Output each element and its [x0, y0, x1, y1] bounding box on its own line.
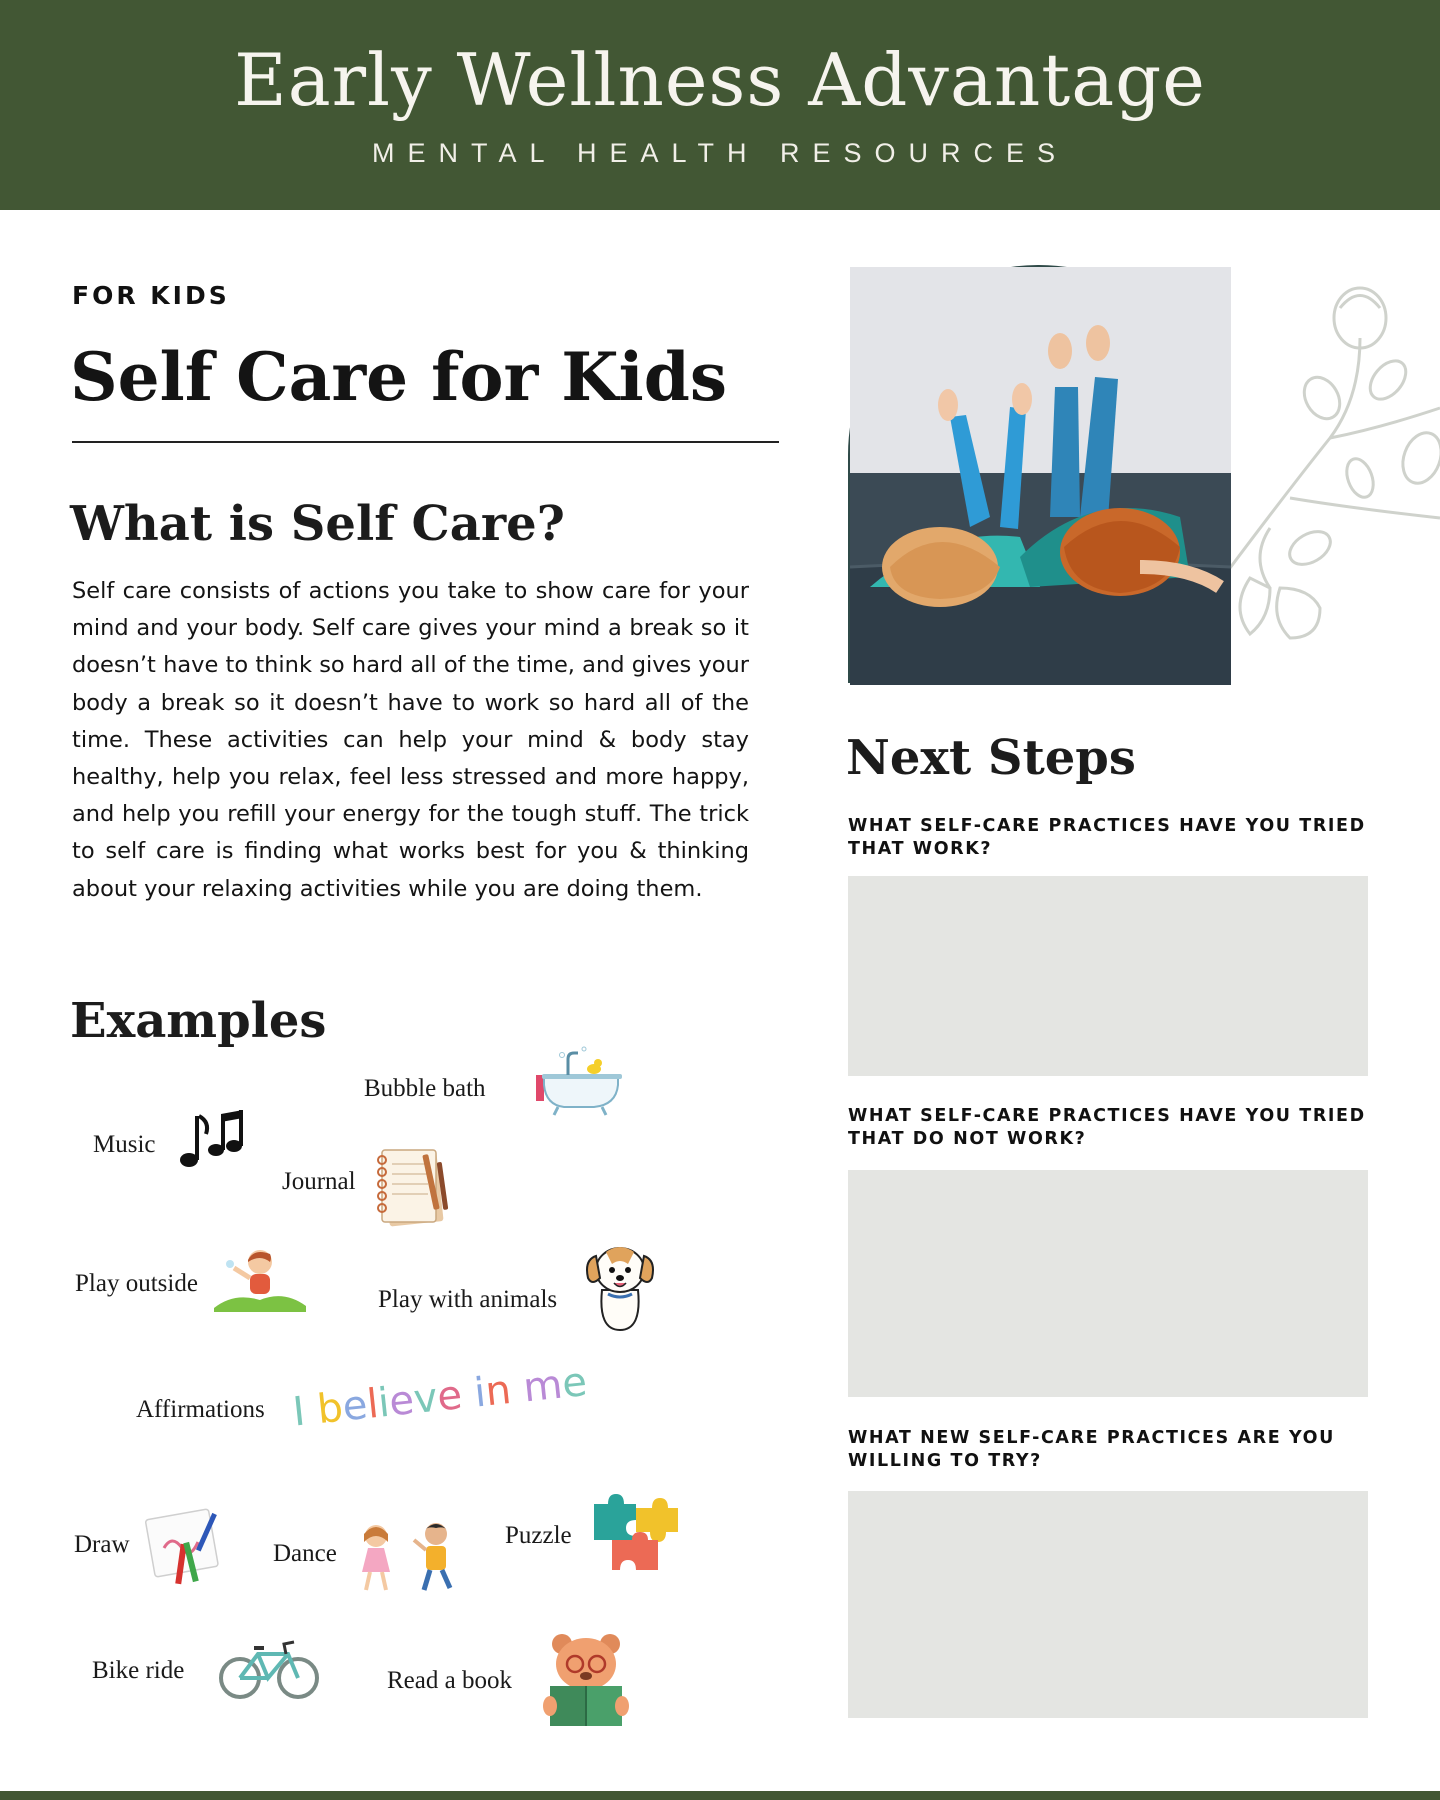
example-bike-ride: Bike ride — [92, 1657, 185, 1684]
affirmation-text: I believe in me — [290, 1358, 590, 1436]
brand-subtitle: MENTAL HEALTH RESOURCES — [371, 138, 1069, 168]
next-steps-heading: Next Steps — [846, 730, 1136, 786]
example-play-with-animals: Play with animals — [378, 1286, 558, 1313]
bathtub-icon — [532, 1045, 624, 1115]
example-journal: Journal — [282, 1168, 356, 1195]
drawing-pad-icon — [142, 1504, 228, 1588]
question-tried-that-work: WHAT SELF-CARE PRACTICES HAVE YOU TRIED THAT WORK? — [848, 816, 1366, 859]
footer-bar — [0, 1791, 1440, 1800]
page-title: Self Care for Kids — [70, 338, 728, 416]
kids-resting-photo — [848, 265, 1229, 683]
puppy-icon — [584, 1238, 656, 1334]
journal-icon — [372, 1144, 460, 1230]
floral-decoration — [1210, 288, 1440, 648]
section-eyebrow: FOR KIDS — [72, 281, 230, 310]
example-draw: Draw — [74, 1531, 130, 1558]
child-playing-outside-icon — [214, 1248, 306, 1312]
example-puzzle: Puzzle — [505, 1522, 572, 1549]
question-willing-to-try: WHAT NEW SELF-CARE PRACTICES ARE YOU WILLING TO TRY? — [848, 1428, 1335, 1471]
what-is-self-care-heading: What is Self Care? — [70, 496, 565, 552]
title-divider — [72, 441, 779, 443]
bicycle-icon — [218, 1638, 320, 1700]
brand-title: Early Wellness Advantage — [234, 38, 1206, 122]
example-dance: Dance — [273, 1540, 337, 1567]
examples-heading: Examples — [70, 993, 327, 1049]
answer-box-willing-to-try[interactable] — [848, 1491, 1368, 1718]
question-tried-that-do-not-work: WHAT SELF-CARE PRACTICES HAVE YOU TRIED THAT DO NOT WORK? — [848, 1106, 1366, 1149]
example-affirmations: Affirmations — [136, 1396, 265, 1423]
bear-reading-book-icon — [540, 1630, 632, 1728]
example-bubble-bath: Bubble bath — [364, 1075, 486, 1102]
example-play-outside: Play outside — [75, 1270, 198, 1297]
example-read-a-book: Read a book — [387, 1667, 512, 1694]
music-notes-icon — [176, 1102, 244, 1172]
example-music: Music — [93, 1131, 156, 1158]
answer-box-tried-that-work[interactable] — [848, 876, 1368, 1076]
header-banner — [0, 0, 1440, 210]
affirmation-art — [290, 1358, 590, 1450]
puzzle-pieces-icon — [592, 1490, 680, 1572]
kids-resting-illustration — [850, 267, 1231, 685]
dancing-kids-icon — [352, 1520, 462, 1592]
answer-box-tried-that-do-not-work[interactable] — [848, 1170, 1368, 1397]
what-is-self-care-body: Self care consists of actions you take to show care for your mind and your body. Self care gives your mind a break so it doesn’t have to think so hard all of the time, and gives your body a break so it doesn’t have to work so hard all of the time. These activities can help your mind & body stay healthy, help you relax, feel less stressed and more happy, and help you refill your energy for the tough stuff. The trick to self care is finding what works best for you & thinking about your relaxing activities while you are doing them. — [72, 578, 749, 902]
